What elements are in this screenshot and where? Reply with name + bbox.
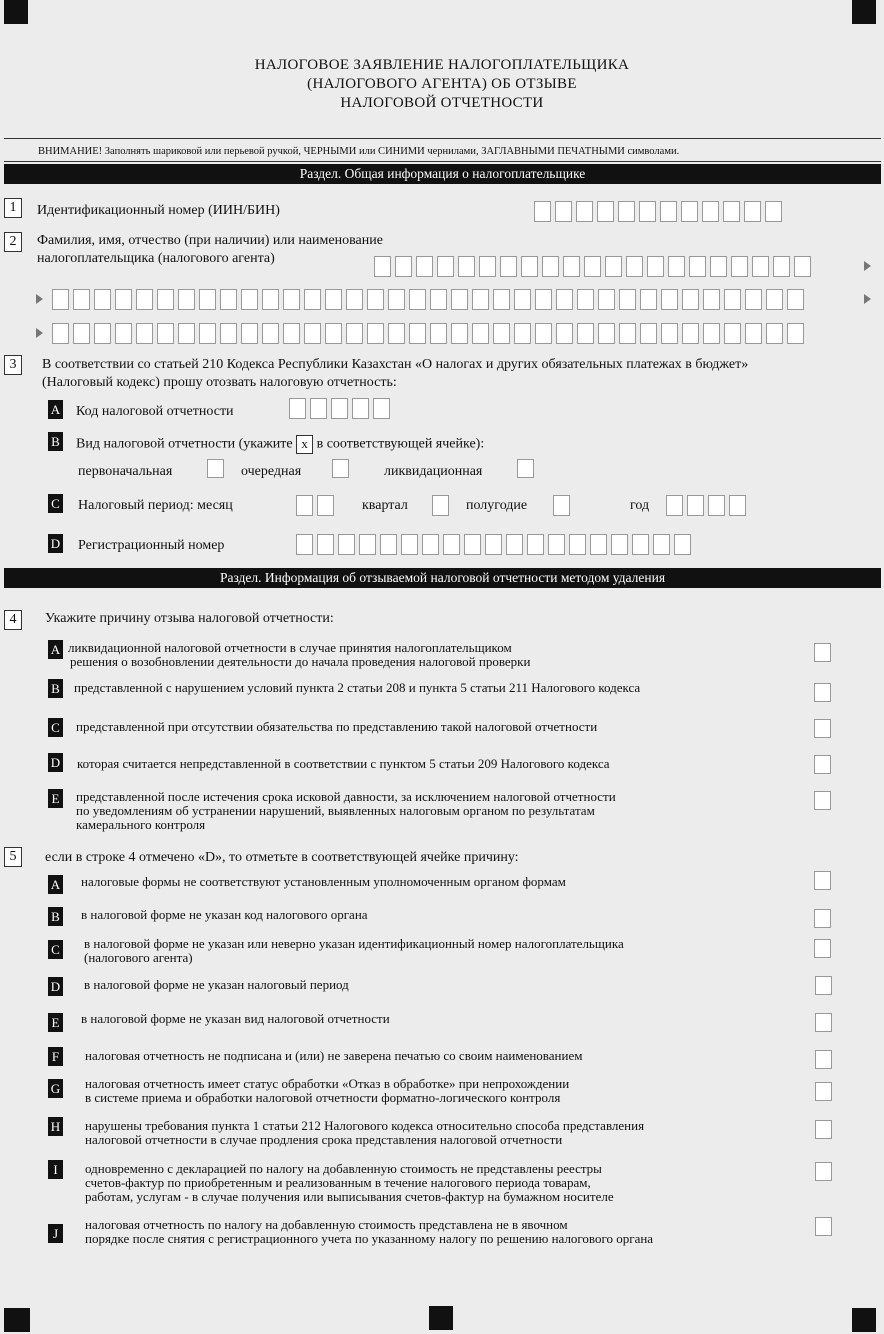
reason-5c-checkbox[interactable] xyxy=(814,939,831,958)
name-cell[interactable] xyxy=(682,289,699,310)
reason-5d-checkbox[interactable] xyxy=(815,976,832,995)
name-cell[interactable] xyxy=(52,323,69,344)
name-cell[interactable] xyxy=(556,289,573,310)
name-cell[interactable] xyxy=(598,289,615,310)
option-initial-label: первоначальная xyxy=(78,464,173,479)
name-cell[interactable] xyxy=(374,256,391,277)
letter-5a: A xyxy=(48,875,63,894)
name-cell[interactable] xyxy=(73,289,90,310)
reg-cell[interactable] xyxy=(674,534,691,555)
name-cell[interactable] xyxy=(367,323,384,344)
name-cell[interactable] xyxy=(241,323,258,344)
reason-5b-text: в налоговой форме не указан код налогового органа xyxy=(81,907,368,922)
name-cell[interactable] xyxy=(542,256,559,277)
letter-5j: J xyxy=(48,1224,63,1243)
name-cell[interactable] xyxy=(521,256,538,277)
taxpayer-name-label-line2: налогоплательщика (налогового агента) xyxy=(37,251,275,266)
iin-cell[interactable] xyxy=(618,201,635,222)
name-cell[interactable] xyxy=(661,289,678,310)
name-cell[interactable] xyxy=(157,323,174,344)
letter-4c: C xyxy=(48,718,63,737)
name-cell[interactable] xyxy=(220,323,237,344)
name-cell[interactable] xyxy=(136,289,153,310)
row-number-4: 4 xyxy=(4,610,22,630)
report-code-cell[interactable] xyxy=(310,398,327,419)
taxpayer-name-input-line2[interactable] xyxy=(52,289,804,310)
iin-cell[interactable] xyxy=(555,201,572,222)
iin-cell[interactable] xyxy=(660,201,677,222)
option-regular-label: очередная xyxy=(241,464,302,479)
name-cell[interactable] xyxy=(115,289,132,310)
name-cell[interactable] xyxy=(619,323,636,344)
year-cell[interactable] xyxy=(666,495,683,516)
letter-4b: B xyxy=(48,679,63,698)
name-cell[interactable] xyxy=(640,323,657,344)
reg-cell[interactable] xyxy=(380,534,397,555)
continue-arrow-icon xyxy=(864,261,871,271)
letter-4e: E xyxy=(48,789,63,808)
name-cell[interactable] xyxy=(199,323,216,344)
name-cell[interactable] xyxy=(94,289,111,310)
letter-5c: C xyxy=(48,940,63,959)
report-code-cell[interactable] xyxy=(289,398,306,419)
section-header-general: Раздел. Общая информация о налогоплательщике xyxy=(4,164,881,184)
name-cell[interactable] xyxy=(682,323,699,344)
name-cell[interactable] xyxy=(787,289,804,310)
continue-arrow-icon xyxy=(36,294,43,304)
report-code-input[interactable] xyxy=(289,398,390,419)
reg-cell[interactable] xyxy=(485,534,502,555)
reg-cell[interactable] xyxy=(401,534,418,555)
reason-4b-text: представленной с нарушением условий пункта 2 статьи 208 и пункта 5 статьи 211 Налогового кодекса xyxy=(74,680,641,695)
name-cell[interactable] xyxy=(283,323,300,344)
name-cell[interactable] xyxy=(115,323,132,344)
name-cell[interactable] xyxy=(619,289,636,310)
name-cell[interactable] xyxy=(661,323,678,344)
iin-cell[interactable] xyxy=(639,201,656,222)
letter-5h: H xyxy=(48,1117,63,1136)
corner-marker-bottom-left xyxy=(4,1308,30,1332)
name-cell[interactable] xyxy=(479,256,496,277)
name-cell[interactable] xyxy=(52,289,69,310)
name-cell[interactable] xyxy=(640,289,657,310)
reason-4e-text: представленной после истечения срока исковой давности, за исключением налоговой отчетности по уведомлениям об устранении нарушений, выявленных налоговым органом по результатам камерального контроля xyxy=(76,789,616,832)
name-cell[interactable] xyxy=(283,289,300,310)
row-number-1: 1 xyxy=(4,198,22,218)
name-cell[interactable] xyxy=(766,289,783,310)
name-cell[interactable] xyxy=(395,256,412,277)
quarter-label: квартал xyxy=(362,498,408,513)
row-number-2: 2 xyxy=(4,232,22,252)
name-cell[interactable] xyxy=(94,323,111,344)
option-liquidation-checkbox[interactable] xyxy=(517,459,534,478)
letter-5f: F xyxy=(48,1047,63,1066)
name-cell[interactable] xyxy=(752,256,769,277)
name-cell[interactable] xyxy=(437,256,454,277)
name-cell[interactable] xyxy=(493,323,510,344)
iin-bin-label: Идентификационный номер (ИИН/БИН) xyxy=(37,203,280,218)
reason-4d-text: которая считается непредставленной в соответствии с пунктом 5 статьи 209 Налогового кодекса xyxy=(77,756,610,771)
year-cell[interactable] xyxy=(729,495,746,516)
reg-cell[interactable] xyxy=(506,534,523,555)
reason-5j-checkbox[interactable] xyxy=(815,1217,832,1236)
corner-marker-top-right xyxy=(852,0,876,24)
name-cell[interactable] xyxy=(346,323,363,344)
name-cell[interactable] xyxy=(563,256,580,277)
name-cell[interactable] xyxy=(724,289,741,310)
reg-cell[interactable] xyxy=(653,534,670,555)
name-cell[interactable] xyxy=(458,256,475,277)
reason-5g-text: налоговая отчетность имеет статус обработки «Отказ в обработке» при непрохождении в системе приема и обработки налоговой отчетности форматно-логического контроля xyxy=(85,1076,570,1105)
name-cell[interactable] xyxy=(346,289,363,310)
divider xyxy=(4,138,881,139)
name-cell[interactable] xyxy=(745,323,762,344)
name-cell[interactable] xyxy=(472,323,489,344)
reg-cell[interactable] xyxy=(632,534,649,555)
reg-cell[interactable] xyxy=(611,534,628,555)
name-cell[interactable] xyxy=(325,323,342,344)
name-cell[interactable] xyxy=(304,289,321,310)
reason-5e-checkbox[interactable] xyxy=(815,1013,832,1032)
registration-number-label: Регистрационный номер xyxy=(78,538,225,553)
reason-4d-checkbox[interactable] xyxy=(814,755,831,774)
name-cell[interactable] xyxy=(430,289,447,310)
taxpayer-name-input-line1[interactable] xyxy=(374,256,811,277)
continue-arrow-icon xyxy=(36,328,43,338)
name-cell[interactable] xyxy=(556,323,573,344)
name-cell[interactable] xyxy=(514,323,531,344)
reason-4a-checkbox[interactable] xyxy=(814,643,831,662)
name-cell[interactable] xyxy=(514,289,531,310)
month-cell[interactable] xyxy=(296,495,313,516)
iin-cell[interactable] xyxy=(702,201,719,222)
name-cell[interactable] xyxy=(535,289,552,310)
reason-5g-checkbox[interactable] xyxy=(815,1082,832,1101)
name-cell[interactable] xyxy=(766,323,783,344)
name-cell[interactable] xyxy=(178,323,195,344)
reg-cell[interactable] xyxy=(548,534,565,555)
letter-3b: B xyxy=(48,432,63,451)
report-type-label-after: в соответствующей ячейке): xyxy=(316,436,485,452)
name-cell[interactable] xyxy=(409,289,426,310)
name-cell[interactable] xyxy=(416,256,433,277)
name-cell[interactable] xyxy=(605,256,622,277)
iin-cell[interactable] xyxy=(534,201,551,222)
recall-reason-label: Укажите причину отзыва налоговой отчетности: xyxy=(45,611,334,626)
reason-4a-text: ликвидационной налоговой отчетности в случае принятия налогоплательщиком решения о возобновлении деятельности до начала проведения налоговой проверки xyxy=(68,640,531,669)
reason-5h-text: нарушены требования пункта 1 статьи 212 Налогового кодекса относительно способа представления налоговой отчетности в случае продления срока представления налоговой отчетности xyxy=(85,1118,645,1147)
name-cell[interactable] xyxy=(388,323,405,344)
reason-5d-text: в налоговой форме не указан налоговый период xyxy=(84,977,349,992)
letter-4a: A xyxy=(48,640,63,659)
tax-period-label: Налоговый период: месяц xyxy=(78,498,233,513)
name-cell[interactable] xyxy=(584,256,601,277)
name-cell[interactable] xyxy=(220,289,237,310)
name-cell[interactable] xyxy=(703,323,720,344)
reason-5a-checkbox[interactable] xyxy=(814,871,831,890)
taxpayer-name-input-line3[interactable] xyxy=(52,323,804,344)
reason-4b-checkbox[interactable] xyxy=(814,683,831,702)
iin-cell[interactable] xyxy=(576,201,593,222)
attention-note: ВНИМАНИЕ! Заполнять шариковой или перьевой ручкой, ЧЕРНЫМИ или СИНИМИ чернилами, ЗАГЛАВНЫМИ ПЕЧАТНЫМИ символами. xyxy=(38,146,680,157)
name-cell[interactable] xyxy=(703,289,720,310)
continue-arrow-icon xyxy=(864,294,871,304)
name-cell[interactable] xyxy=(409,323,426,344)
letter-5d: D xyxy=(48,977,63,996)
name-cell[interactable] xyxy=(367,289,384,310)
reg-cell[interactable] xyxy=(422,534,439,555)
iin-bin-input[interactable] xyxy=(534,201,782,222)
name-cell[interactable] xyxy=(178,289,195,310)
name-cell[interactable] xyxy=(577,323,594,344)
reg-cell[interactable] xyxy=(590,534,607,555)
name-cell[interactable] xyxy=(430,323,447,344)
corner-marker-top-left xyxy=(4,0,28,24)
name-cell[interactable] xyxy=(493,289,510,310)
reason-5h-checkbox[interactable] xyxy=(815,1120,832,1139)
report-code-cell[interactable] xyxy=(331,398,348,419)
name-cell[interactable] xyxy=(199,289,216,310)
marker-bottom-center xyxy=(429,1306,453,1330)
reason-5i-text: одновременно с декларацией по налогу на добавленную стоимость не представлены реестры счетов-фактур по приобретенным и реализованным в течение налогового периода товарам, работам, услугам - в случае получения или выписывания счетов-фактур на бумажном носителе xyxy=(85,1161,614,1204)
name-cell[interactable] xyxy=(73,323,90,344)
reg-cell[interactable] xyxy=(569,534,586,555)
name-cell[interactable] xyxy=(577,289,594,310)
letter-3d: D xyxy=(48,534,63,553)
name-cell[interactable] xyxy=(535,323,552,344)
year-label: год xyxy=(630,498,650,513)
letter-5b: B xyxy=(48,907,63,926)
name-cell[interactable] xyxy=(472,289,489,310)
reason-5a-text: налоговые формы не соответствуют установленным уполномоченным органом формам xyxy=(81,874,566,889)
reason-5j-text: налоговая отчетность по налогу на добавленную стоимость представлена не в явочном порядке после снятия с регистрационного учета по указанному налогу по решению налогового органа xyxy=(85,1217,654,1246)
reason-5b-checkbox[interactable] xyxy=(814,909,831,928)
reason-5c-text: в налоговой форме не указан или неверно указан идентификационный номер налогоплательщика (налогового агента) xyxy=(84,936,624,965)
reason-5f-text: налоговая отчетность не подписана и (или) не заверена печатью со своим наименованием xyxy=(85,1048,583,1063)
name-cell[interactable] xyxy=(724,323,741,344)
reason-5i-checkbox[interactable] xyxy=(815,1162,832,1181)
option-initial-checkbox[interactable] xyxy=(207,459,224,478)
recall-request-text-line1: В соответствии со статьей 210 Кодекса Республики Казахстан «О налогах и других обязательных платежах в бюджет» xyxy=(42,357,749,372)
section-header-recall-info: Раздел. Информация об отзываемой налоговой отчетности методом удаления xyxy=(4,568,881,588)
reason-5f-checkbox[interactable] xyxy=(815,1050,832,1069)
iin-cell[interactable] xyxy=(597,201,614,222)
name-cell[interactable] xyxy=(262,323,279,344)
name-cell[interactable] xyxy=(157,289,174,310)
row-number-3: 3 xyxy=(4,355,22,375)
reason-5e-text: в налоговой форме не указан вид налоговой отчетности xyxy=(81,1011,390,1026)
period-quarter-input[interactable] xyxy=(432,495,449,516)
name-cell[interactable] xyxy=(626,256,643,277)
name-cell[interactable] xyxy=(136,323,153,344)
taxpayer-name-label-line1: Фамилия, имя, отчество (при наличии) или наименование xyxy=(37,233,383,248)
name-cell[interactable] xyxy=(451,323,468,344)
reg-cell[interactable] xyxy=(317,534,334,555)
divider xyxy=(4,161,881,162)
period-half-input[interactable] xyxy=(553,495,570,516)
reason-4c-text: представленной при отсутствии обязательства по представлению такой налоговой отчетности xyxy=(76,719,598,734)
letter-5g: G xyxy=(48,1079,63,1098)
registration-number-input[interactable] xyxy=(296,534,691,555)
name-cell[interactable] xyxy=(451,289,468,310)
name-cell[interactable] xyxy=(647,256,664,277)
name-cell[interactable] xyxy=(689,256,706,277)
month-cell[interactable] xyxy=(317,495,334,516)
report-code-label: Код налоговой отчетности xyxy=(76,404,234,419)
name-cell[interactable] xyxy=(710,256,727,277)
d-reason-label: если в строке 4 отмечено «D», то отметьте в соответствующей ячейке причину: xyxy=(45,850,519,865)
report-code-cell[interactable] xyxy=(352,398,369,419)
report-code-cell[interactable] xyxy=(373,398,390,419)
recall-request-text-line2: (Налоговый кодекс) прошу отозвать налоговую отчетность: xyxy=(42,375,397,390)
letter-3c: C xyxy=(48,494,63,513)
name-cell[interactable] xyxy=(325,289,342,310)
half-year-label: полугодие xyxy=(466,498,528,513)
iin-cell[interactable] xyxy=(681,201,698,222)
reason-4e-checkbox[interactable] xyxy=(814,791,831,810)
option-regular-checkbox[interactable] xyxy=(332,459,349,478)
name-cell[interactable] xyxy=(500,256,517,277)
option-liquidation-label: ликвидационная xyxy=(384,464,483,479)
row-number-5: 5 xyxy=(4,847,22,867)
name-cell[interactable] xyxy=(668,256,685,277)
name-cell[interactable] xyxy=(262,289,279,310)
iin-cell[interactable] xyxy=(723,201,740,222)
reg-cell[interactable] xyxy=(296,534,313,555)
letter-5i: I xyxy=(48,1160,63,1179)
form-title: НАЛОГОВОЕ ЗАЯВЛЕНИЕ НАЛОГОПЛАТЕЛЬЩИКА (НАЛОГОВОГО АГЕНТА) ОБ ОТЗЫВЕ НАЛОГОВОЙ ОТЧЕТНОСТИ xyxy=(254,57,630,111)
name-cell[interactable] xyxy=(794,256,811,277)
period-month-input[interactable] xyxy=(296,495,334,516)
reg-cell[interactable] xyxy=(359,534,376,555)
name-cell[interactable] xyxy=(731,256,748,277)
corner-marker-bottom-right xyxy=(852,1308,876,1332)
year-cell[interactable] xyxy=(687,495,704,516)
letter-4d: D xyxy=(48,753,63,772)
report-type-label xyxy=(76,435,484,454)
iin-cell[interactable] xyxy=(765,201,782,222)
reg-cell[interactable] xyxy=(443,534,460,555)
reg-cell[interactable] xyxy=(527,534,544,555)
report-type-label-before: Вид налоговой отчетности (укажите xyxy=(76,436,293,452)
year-cell[interactable] xyxy=(708,495,725,516)
name-cell[interactable] xyxy=(787,323,804,344)
period-year-input[interactable] xyxy=(666,495,746,516)
name-cell[interactable] xyxy=(745,289,762,310)
letter-3a: A xyxy=(48,400,63,419)
letter-5e: E xyxy=(48,1013,63,1032)
name-cell[interactable] xyxy=(304,323,321,344)
name-cell[interactable] xyxy=(388,289,405,310)
reason-4c-checkbox[interactable] xyxy=(814,719,831,738)
name-cell[interactable] xyxy=(773,256,790,277)
iin-cell[interactable] xyxy=(744,201,761,222)
example-mark-box: x xyxy=(296,435,313,454)
reg-cell[interactable] xyxy=(338,534,355,555)
name-cell[interactable] xyxy=(241,289,258,310)
reg-cell[interactable] xyxy=(464,534,481,555)
name-cell[interactable] xyxy=(598,323,615,344)
